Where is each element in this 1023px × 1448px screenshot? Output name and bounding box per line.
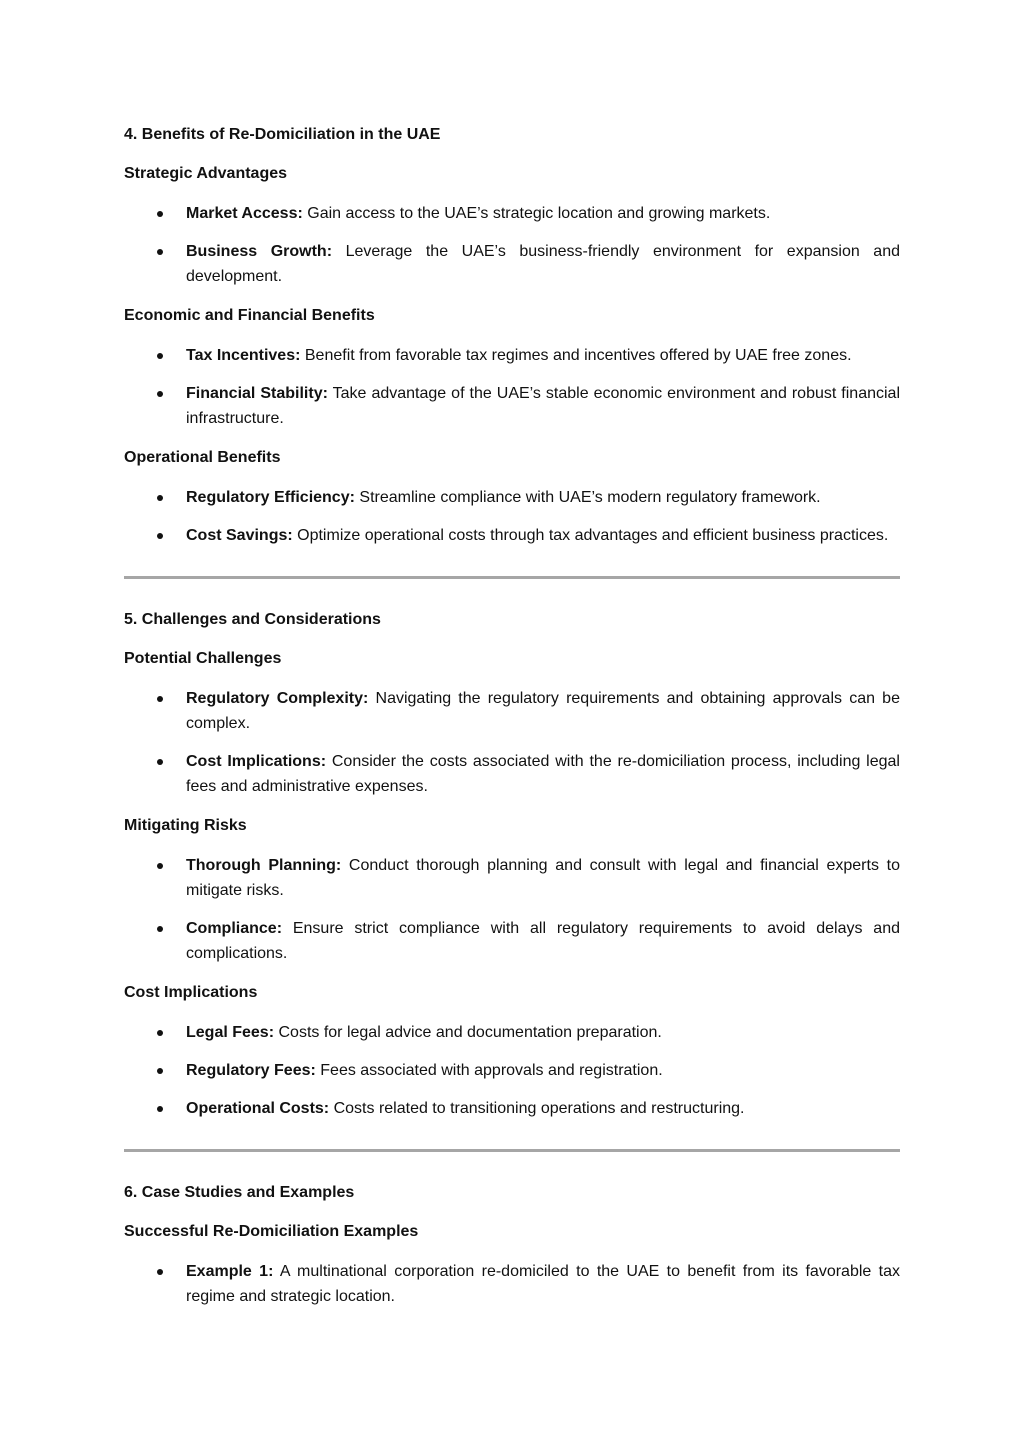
item-text: Leverage the UAE’s business-friendly environment for expansion and development. — [186, 243, 900, 285]
item-term: Legal Fees: — [186, 1024, 275, 1041]
section-divider — [124, 1149, 900, 1152]
subsection-heading: Successful Re-Domiciliation Examples — [124, 1223, 419, 1240]
item-text: Costs for legal advice and documentation preparation. — [278, 1024, 662, 1041]
item-text: Conduct thorough planning and consult with legal and financial experts to mitigate risks. — [186, 857, 900, 899]
list-item — [124, 853, 900, 903]
list-item — [124, 343, 900, 368]
list-item — [124, 1096, 900, 1121]
list-item — [124, 916, 900, 966]
item-term: Cost Savings: — [186, 527, 293, 544]
bullet-icon — [157, 249, 163, 255]
bullet-list — [124, 686, 900, 799]
bullet-list — [124, 485, 900, 548]
list-item — [124, 749, 900, 799]
item-text: Streamline compliance with UAE’s modern regulatory framework. — [359, 489, 821, 506]
item-text: Optimize operational costs through tax advantages and efficient business practices. — [297, 527, 889, 544]
item-term: Regulatory Fees: — [186, 1062, 316, 1079]
bullet-icon — [157, 863, 163, 869]
bullet-icon — [157, 353, 163, 359]
bullet-icon — [157, 696, 163, 702]
item-term: Business Growth: — [186, 243, 333, 260]
list-item — [124, 381, 900, 431]
section-challenges — [124, 609, 900, 1121]
item-term: Example 1: — [186, 1263, 274, 1280]
list-item — [124, 201, 900, 226]
bullet-list — [124, 1020, 900, 1121]
item-text: A multinational corporation re-domiciled to the UAE to benefit from its favorable tax regime and strategic location. — [186, 1263, 901, 1305]
item-text: Consider the costs associated with the re-domiciliation process, including legal fees and administrative expenses. — [186, 753, 900, 795]
bullet-icon — [157, 211, 163, 217]
item-text: Gain access to the UAE’s strategic location and growing markets. — [307, 205, 771, 222]
bullet-icon — [157, 533, 163, 539]
bullet-icon — [157, 391, 163, 397]
section-title: 6. Case Studies and Examples — [124, 1184, 355, 1201]
section-title: 4. Benefits of Re-Domiciliation in the UAE — [124, 126, 441, 143]
bullet-list — [124, 343, 900, 431]
item-text: Navigating the regulatory requirements and obtaining approvals can be complex. — [186, 690, 900, 732]
item-text: Fees associated with approvals and registration. — [320, 1062, 663, 1079]
item-text: Ensure strict compliance with all regulatory requirements to avoid delays and complications. — [186, 920, 900, 962]
list-item — [124, 1020, 900, 1045]
bullet-list — [124, 1259, 900, 1309]
bullet-icon — [157, 1030, 163, 1036]
list-item — [124, 1259, 900, 1309]
list-item — [124, 523, 900, 548]
bullet-icon — [157, 759, 163, 765]
section-benefits — [124, 124, 900, 548]
item-term: Regulatory Complexity: — [186, 690, 369, 707]
item-term: Compliance: — [186, 920, 283, 937]
item-text: Costs related to transitioning operations and restructuring. — [333, 1100, 745, 1117]
item-term: Thorough Planning: — [186, 857, 342, 874]
item-term: Tax Incentives: — [186, 347, 301, 364]
document-page — [124, 124, 900, 1309]
list-item — [124, 686, 900, 736]
bullet-icon — [157, 1269, 163, 1275]
item-term: Cost Implications: — [186, 753, 327, 770]
item-term: Operational Costs: — [186, 1100, 330, 1117]
bullet-icon — [157, 495, 163, 501]
item-term: Regulatory Efficiency: — [186, 489, 355, 506]
bullet-list — [124, 853, 900, 966]
subsection-heading: Strategic Advantages — [124, 165, 288, 182]
list-item — [124, 485, 900, 510]
list-item — [124, 239, 900, 289]
subsection-heading: Economic and Financial Benefits — [124, 307, 375, 324]
item-text: Benefit from favorable tax regimes and incentives offered by UAE free zones. — [304, 347, 852, 364]
section-title: 5. Challenges and Considerations — [124, 611, 381, 628]
section-case-studies — [124, 1182, 900, 1309]
list-item — [124, 1058, 900, 1083]
item-term: Market Access: — [186, 205, 303, 222]
subsection-heading: Mitigating Risks — [124, 817, 247, 834]
bullet-icon — [157, 1068, 163, 1074]
bullet-icon — [157, 1106, 163, 1112]
section-divider — [124, 576, 900, 579]
subsection-heading: Potential Challenges — [124, 650, 282, 667]
bullet-icon — [157, 926, 163, 932]
subsection-heading: Operational Benefits — [124, 449, 281, 466]
subsection-heading: Cost Implications — [124, 984, 258, 1001]
item-text: Take advantage of the UAE’s stable economic environment and robust financial infrastructure. — [186, 385, 901, 427]
item-term: Financial Stability: — [186, 385, 328, 402]
bullet-list — [124, 201, 900, 289]
